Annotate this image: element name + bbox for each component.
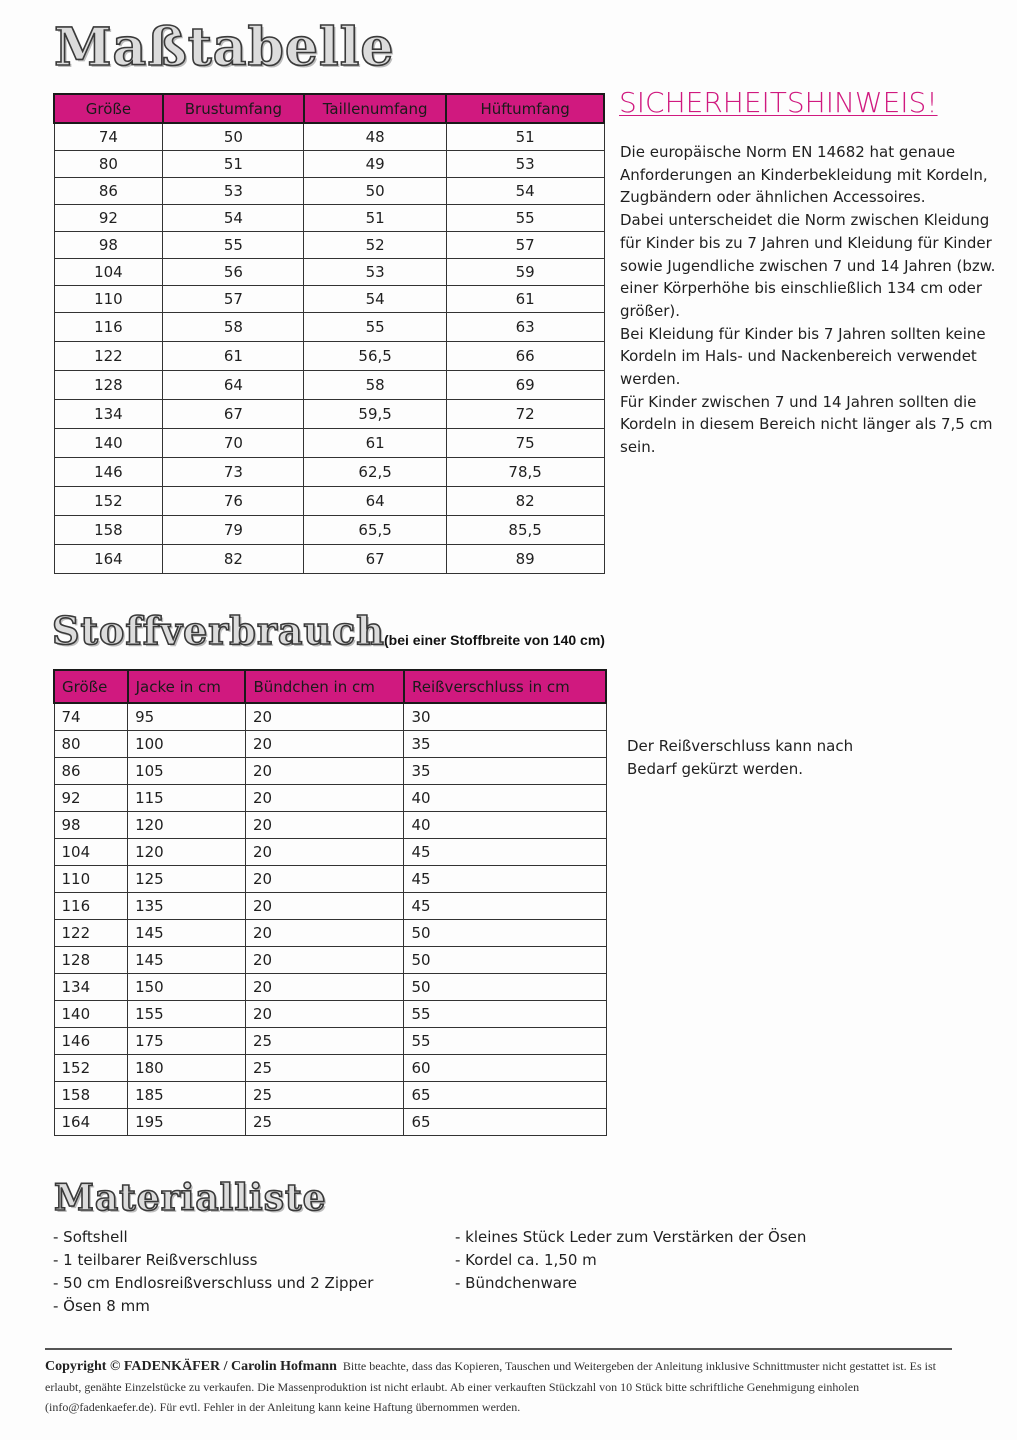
material-item: - Ösen 8 mm (53, 1297, 150, 1315)
stoffverbrauch-cell: 152 (54, 1055, 128, 1082)
masstabelle-cell: 134 (54, 400, 163, 429)
masstabelle-cell: 140 (54, 429, 163, 458)
masstabelle-cell: 74 (54, 123, 163, 151)
masstabelle-cell: 82 (163, 545, 304, 574)
masstabelle-cell: 89 (446, 545, 604, 574)
masstabelle-cell: 58 (304, 371, 446, 400)
stoffverbrauch-row (54, 1055, 606, 1082)
masstabelle-row (54, 205, 604, 232)
masstabelle-cell: 72 (446, 400, 604, 429)
stoffverbrauch-cell: 20 (245, 758, 404, 785)
masstabelle-cell: 73 (163, 458, 304, 487)
stoffverbrauch-cell: 50 (404, 974, 606, 1001)
masstabelle-cell: 51 (163, 151, 304, 178)
masstabelle-row (54, 400, 604, 429)
masstabelle-cell: 152 (54, 487, 163, 516)
masstabelle-cell: 78,5 (446, 458, 604, 487)
stoffverbrauch-cell: 20 (245, 974, 404, 1001)
stoffverbrauch-cell: 65 (404, 1082, 606, 1109)
stoffverbrauch-row (54, 920, 606, 947)
material-item: - Kordel ca. 1,50 m (455, 1251, 597, 1269)
masstabelle-cell: 158 (54, 516, 163, 545)
stoffverbrauch-row (54, 812, 606, 839)
stoffverbrauch-cell: 145 (128, 947, 246, 974)
stoffverbrauch-row (54, 866, 606, 893)
masstabelle-cell: 70 (163, 429, 304, 458)
masstabelle-cell: 54 (163, 205, 304, 232)
stoffverbrauch-row (54, 703, 606, 731)
stoffverbrauch-cell: 150 (128, 974, 246, 1001)
masstabelle-row (54, 371, 604, 400)
safety-title: SICHERHEITSHINWEIS! (619, 86, 938, 119)
stoffverbrauch-cell: 20 (245, 839, 404, 866)
masstabelle-cell: 86 (54, 178, 163, 205)
masstabelle-cell: 54 (446, 178, 604, 205)
stoffverbrauch-cell: 40 (404, 812, 606, 839)
masstabelle-cell: 110 (54, 286, 163, 313)
masstabelle-cell: 52 (304, 232, 446, 259)
stoffverbrauch-cell: 180 (128, 1055, 246, 1082)
zip-note: Der Reißverschluss kann nach Bedarf gekürzt werden. (627, 737, 854, 778)
stoffverbrauch-cell: 146 (54, 1028, 128, 1055)
stoffverbrauch-cell: 164 (54, 1109, 128, 1136)
stoffverbrauch-cell: 20 (245, 731, 404, 758)
masstabelle-heading: Maßtabelle (54, 17, 395, 78)
masstabelle-cell: 164 (54, 545, 163, 574)
masstabelle-column-header: Größe (54, 94, 163, 123)
material-item: - 50 cm Endlosreißverschluss und 2 Zipper (53, 1274, 374, 1292)
stoffverbrauch-cell: 50 (404, 947, 606, 974)
masstabelle-header-row (54, 94, 604, 123)
masstabelle-row (54, 151, 604, 178)
stoffverbrauch-column-header: Bündchen in cm (245, 670, 404, 703)
masstabelle-cell: 66 (446, 342, 604, 371)
stoffverbrauch-cell: 125 (128, 866, 246, 893)
stoffverbrauch-cell: 158 (54, 1082, 128, 1109)
stoffverbrauch-cell: 110 (54, 866, 128, 893)
masstabelle-row (54, 545, 604, 574)
masstabelle-cell: 63 (446, 313, 604, 342)
stoffverbrauch-cell: 155 (128, 1001, 246, 1028)
masstabelle-row (54, 342, 604, 371)
masstabelle-cell: 53 (163, 178, 304, 205)
masstabelle-cell: 61 (304, 429, 446, 458)
material-item: - 1 teilbarer Reißverschluss (53, 1251, 258, 1269)
masstabelle-cell: 49 (304, 151, 446, 178)
stoffverbrauch-cell: 175 (128, 1028, 246, 1055)
stoffverbrauch-cell: 104 (54, 839, 128, 866)
masstabelle-cell: 104 (54, 259, 163, 286)
safety-paragraph: Bei Kleidung für Kinder bis 7 Jahren sollten keine Kordeln im Hals- und Nackenbereich verwendet werden. (620, 324, 986, 389)
stoffverbrauch-cell: 25 (245, 1082, 404, 1109)
stoffverbrauch-cell: 55 (404, 1001, 606, 1028)
masstabelle-cell: 55 (446, 205, 604, 232)
stoffverbrauch-cell: 45 (404, 893, 606, 920)
masstabelle-cell: 59 (446, 259, 604, 286)
stoffverbrauch-cell: 50 (404, 920, 606, 947)
masstabelle-row (54, 259, 604, 286)
materialliste-heading: Materialliste (54, 1177, 327, 1219)
masstabelle-column-header: Taillenumfang (304, 94, 446, 123)
stoffverbrauch-cell: 20 (245, 703, 404, 731)
masstabelle-cell: 55 (304, 313, 446, 342)
masstabelle-cell: 56 (163, 259, 304, 286)
stoffverbrauch-cell: 74 (54, 703, 128, 731)
masstabelle-cell: 82 (446, 487, 604, 516)
stoffverbrauch-body (54, 703, 606, 1136)
stoffverbrauch-row (54, 893, 606, 920)
material-item: - kleines Stück Leder zum Verstärken der Ösen (455, 1228, 807, 1246)
material-item: - Bündchenware (455, 1274, 578, 1292)
masstabelle-cell: 76 (163, 487, 304, 516)
masstabelle-cell: 92 (54, 205, 163, 232)
masstabelle-cell: 48 (304, 123, 446, 151)
stoffverbrauch-cell: 92 (54, 785, 128, 812)
masstabelle-cell: 75 (446, 429, 604, 458)
stoffverbrauch-cell: 35 (404, 731, 606, 758)
stoffverbrauch-cell: 40 (404, 785, 606, 812)
material-list-left (53, 1226, 373, 1318)
stoffverbrauch-table (53, 669, 607, 1136)
stoffverbrauch-cell: 105 (128, 758, 246, 785)
stoffverbrauch-row (54, 731, 606, 758)
stoffverbrauch-cell: 45 (404, 866, 606, 893)
masstabelle-cell: 62,5 (304, 458, 446, 487)
masstabelle-cell: 85,5 (446, 516, 604, 545)
stoffverbrauch-cell: 98 (54, 812, 128, 839)
safety-paragraph: Dabei unterscheidet die Norm zwischen Kleidung für Kinder bis zu 7 Jahren und Kleidung für Kinder sowie Jugendliche zwischen 7 und 14 Jahren (bzw. einer Körperhöhe bis einschließlich 134 cm oder größer). (620, 211, 996, 320)
masstabelle-row (54, 123, 604, 151)
masstabelle-row (54, 516, 604, 545)
copyright-line: Copyright © FADENKÄFER / Carolin Hofmann (45, 1359, 337, 1374)
stoffverbrauch-cell: 25 (245, 1028, 404, 1055)
masstabelle-cell: 51 (304, 205, 446, 232)
masstabelle-cell: 51 (446, 123, 604, 151)
stoffverbrauch-cell: 134 (54, 974, 128, 1001)
stoffverbrauch-cell: 135 (128, 893, 246, 920)
safety-text (620, 141, 996, 459)
masstabelle-row (54, 429, 604, 458)
stoffverbrauch-row (54, 1028, 606, 1055)
stoffverbrauch-cell: 65 (404, 1109, 606, 1136)
masstabelle-cell: 65,5 (304, 516, 446, 545)
masstabelle-column-header: Hüftumfang (446, 94, 604, 123)
stoffverbrauch-column-header: Größe (54, 670, 128, 703)
stoffverbrauch-cell: 115 (128, 785, 246, 812)
stoffverbrauch-cell: 100 (128, 731, 246, 758)
stoffverbrauch-header-row (54, 670, 606, 703)
masstabelle-row (54, 286, 604, 313)
masstabelle-row (54, 313, 604, 342)
masstabelle-cell: 58 (163, 313, 304, 342)
stoff-width-note: (bei einer Stoffbreite von 140 cm) (384, 632, 605, 648)
stoffverbrauch-cell: 25 (245, 1055, 404, 1082)
masstabelle-row (54, 458, 604, 487)
stoffverbrauch-cell: 55 (404, 1028, 606, 1055)
masstabelle-cell: 116 (54, 313, 163, 342)
footer-divider (45, 1348, 952, 1350)
masstabelle-column-header: Brustumfang (163, 94, 304, 123)
stoffverbrauch-cell: 45 (404, 839, 606, 866)
stoffverbrauch-cell: 145 (128, 920, 246, 947)
masstabelle-cell: 98 (54, 232, 163, 259)
stoffverbrauch-row (54, 839, 606, 866)
masstabelle-cell: 54 (304, 286, 446, 313)
stoffverbrauch-cell: 20 (245, 893, 404, 920)
stoffverbrauch-row (54, 1109, 606, 1136)
stoffverbrauch-cell: 20 (245, 812, 404, 839)
stoffverbrauch-cell: 122 (54, 920, 128, 947)
stoffverbrauch-cell: 120 (128, 839, 246, 866)
stoffverbrauch-cell: 20 (245, 1001, 404, 1028)
stoffverbrauch-row (54, 947, 606, 974)
material-item: - Softshell (53, 1228, 128, 1246)
stoffverbrauch-row (54, 1082, 606, 1109)
stoffverbrauch-cell: 120 (128, 812, 246, 839)
material-list-right (455, 1226, 806, 1295)
masstabelle-cell: 57 (446, 232, 604, 259)
stoffverbrauch-cell: 140 (54, 1001, 128, 1028)
stoffverbrauch-cell: 128 (54, 947, 128, 974)
masstabelle-cell: 55 (163, 232, 304, 259)
stoffverbrauch-cell: 185 (128, 1082, 246, 1109)
stoffverbrauch-row (54, 1001, 606, 1028)
masstabelle-row (54, 178, 604, 205)
masstabelle-cell: 57 (163, 286, 304, 313)
masstabelle-cell: 79 (163, 516, 304, 545)
stoffverbrauch-column-header: Jacke in cm (128, 670, 246, 703)
masstabelle-cell: 67 (163, 400, 304, 429)
masstabelle-cell: 59,5 (304, 400, 446, 429)
stoffverbrauch-cell: 80 (54, 731, 128, 758)
masstabelle-cell: 146 (54, 458, 163, 487)
stoffverbrauch-cell: 20 (245, 920, 404, 947)
masstabelle-cell: 56,5 (304, 342, 446, 371)
masstabelle-cell: 64 (304, 487, 446, 516)
masstabelle-cell: 122 (54, 342, 163, 371)
stoffverbrauch-cell: 95 (128, 703, 246, 731)
masstabelle-cell: 69 (446, 371, 604, 400)
masstabelle-row (54, 487, 604, 516)
stoffverbrauch-cell: 20 (245, 785, 404, 812)
masstabelle-cell: 53 (304, 259, 446, 286)
copyright-notice: Bitte beachte, dass das Kopieren, Tauschen und Weitergeben der Anleitung inklusive Schnittmuster nicht gestattet ist. Es ist erlaubt, genähte Einzelstücke zu verkaufen. Die Massenproduktion ist nicht erlaubt. Ab einer verkauften Stückzahl von 10 Stück bitte schriftliche Genehmigung einholen (info@fadenkaefer.de). Für evtl. Fehler in der Anleitung kann keine Haftung übernommen werden. (45, 1359, 936, 1414)
stoffverbrauch-row (54, 758, 606, 785)
masstabelle-cell: 128 (54, 371, 163, 400)
stoffverbrauch-cell: 30 (404, 703, 606, 731)
masstabelle-row (54, 232, 604, 259)
stoffverbrauch-cell: 20 (245, 947, 404, 974)
stoffverbrauch-row (54, 974, 606, 1001)
stoffverbrauch-heading: Stoffverbrauch (52, 608, 385, 653)
masstabelle-cell: 61 (446, 286, 604, 313)
safety-paragraph: Für Kinder zwischen 7 und 14 Jahren sollten die Kordeln in diesem Bereich nicht länger als 7,5 cm sein. (620, 392, 993, 457)
masstabelle-cell: 53 (446, 151, 604, 178)
masstabelle-cell: 61 (163, 342, 304, 371)
stoffverbrauch-cell: 20 (245, 866, 404, 893)
footer-notice (45, 1356, 965, 1417)
stoffverbrauch-cell: 25 (245, 1109, 404, 1136)
masstabelle-table (53, 93, 605, 574)
masstabelle-cell: 64 (163, 371, 304, 400)
masstabelle-cell: 50 (304, 178, 446, 205)
masstabelle-body (54, 123, 604, 574)
stoffverbrauch-cell: 60 (404, 1055, 606, 1082)
masstabelle-cell: 80 (54, 151, 163, 178)
stoffverbrauch-cell: 35 (404, 758, 606, 785)
stoffverbrauch-row (54, 785, 606, 812)
stoffverbrauch-cell: 86 (54, 758, 128, 785)
safety-paragraph: Die europäische Norm EN 14682 hat genaue Anforderungen an Kinderbekleidung mit Kordeln, Zugbändern oder ähnlichen Accessoires. (620, 143, 988, 207)
masstabelle-cell: 67 (304, 545, 446, 574)
stoffverbrauch-cell: 116 (54, 893, 128, 920)
masstabelle-cell: 50 (163, 123, 304, 151)
stoffverbrauch-column-header: Reißverschluss in cm (404, 670, 606, 703)
stoffverbrauch-cell: 195 (128, 1109, 246, 1136)
